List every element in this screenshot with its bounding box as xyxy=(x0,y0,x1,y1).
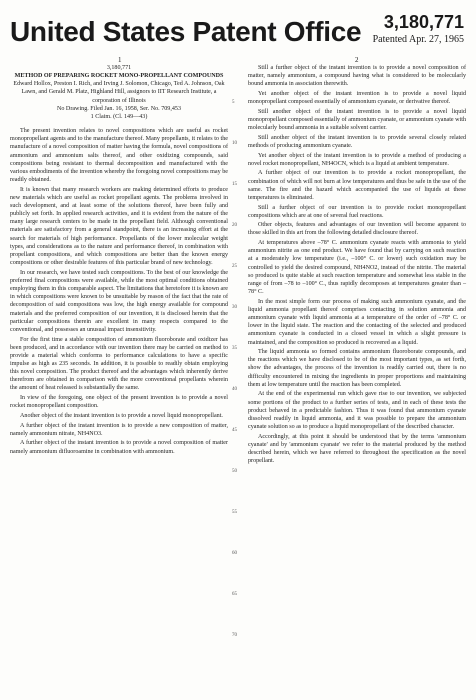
right-body xyxy=(248,64,466,465)
line-number: 40 xyxy=(232,387,237,392)
body-paragraph: The present invention relates to novel compositions which are useful as rocket monopropellant agents and to the manufacture thereof. Many propellants, it relates to the manufacture of a novel composition of matter having the formula, novel compositions of ammonium and ammonium salts thereof, and other oxidizing compounds, said compositions being resistant to thermal decomposition and manufactured with the various embodiments of the invention whereby the foregoing novel compositions may be readily obtained. xyxy=(10,128,228,184)
patent-number: 3,180,771 xyxy=(383,12,464,33)
line-number: 60 xyxy=(232,551,237,556)
right-column xyxy=(248,64,466,467)
body-paragraph: The liquid ammonia so formed contains ammonium fluoroborate compounds, and the reactions which we have disclosed to be of the most important types, as set forth, show the advantages, the process of the invention is readily carried out, there is no difficulty encountered in mixing the ingredients in proper proportions and maintaining them at low temperature until the reaction has been completed. xyxy=(248,349,466,388)
body-paragraph: Yet another object of the instant invention is to provide a novel liquid monopropellant composed essentially of ammonium cyanate, or derivative thereof. xyxy=(248,90,466,106)
claims-info: 1 Claim. (Cl. 149—43) xyxy=(90,113,148,120)
patent-office-title: United States Patent Office xyxy=(10,16,362,47)
line-number: 55 xyxy=(232,510,237,515)
meta-number: 3,180,771 xyxy=(106,65,132,71)
line-number: 50 xyxy=(232,469,237,474)
line-number: 20 xyxy=(232,223,237,228)
patented-date: Patented Apr. 27, 1965 xyxy=(372,34,464,45)
invention-title: METHOD OF PREPARING ROCKET MONO-PROPELLANT COMPOUNDS xyxy=(14,73,224,80)
line-number: 25 xyxy=(232,264,237,269)
left-column xyxy=(10,64,228,457)
body-paragraph: Other objects, features and advantages of our invention will become apparent to those skilled in this art from the following detailed disclosure thereof. xyxy=(248,222,466,237)
patent-header xyxy=(8,8,468,46)
line-number: 5 xyxy=(232,100,235,105)
page-number-left: 1 xyxy=(118,56,122,64)
body-paragraph: A further object of the instant invention is to provide a new composition of matter, namely ammonium nitrate, NH4NO3. xyxy=(10,422,228,437)
body-paragraph: Still a further object of our invention is to provide rocket monopropellant compositions which are at one of several fuel reactions. xyxy=(248,204,466,219)
body-paragraph: Still another object of the instant invention is to provide several closely related methods of producing ammonium cyanate. xyxy=(248,134,466,149)
line-number: 70 xyxy=(232,633,237,638)
body-paragraph: Accordingly, at this point it should be understood that by the terms 'ammonium cyanate' and by 'ammonium cyanate' we refer to the material produced by the method described herein, which we have referred to throughout the specification as the novel propellant. xyxy=(248,433,466,465)
body-paragraph: At temperatures above –78° C. ammonium cyanate reacts with ammonia to yield ammonium nitrite as one end product. We have found that by carrying on such reaction at a moderately low temperature (i.e., –100° C. or lower) such oxidation may be controlled to yield the desired compound, NH4NO2, instead of the nitrite. The material so produced is quite stable at such reaction temperature and somewhat less stable in the range of from –78 to –100° C., thus rapidly decomposes at temperatures greater than –78° C. xyxy=(248,240,466,296)
body-paragraph: A further object of the instant invention is to provide a novel composition of matter namely ammonium difluoroamine in combination with ammonium. xyxy=(10,440,228,455)
line-number: 30 xyxy=(232,305,237,310)
body-paragraph: In view of the foregoing, one object of the present invention is to provide a novel rocket monopropellant composition. xyxy=(10,395,228,410)
body-paragraph: In the most simple form our process of making such ammonium cyanate, and the liquid ammonia propellant thereof comprises contacting in solution ammonia and ammonium cyanate with liquid ammonia at a temperature of the order of –78° C. or lower in the liquid state. The reaction and the contacting of the selected and produced ammonium cyanate is conducted in a closed vessel in which a slight pressure is maintained, and the composition so produced is recovered as a liquid. xyxy=(248,298,466,346)
body-paragraph: In our research, we have tested such compositions. To the best of our knowledge the preferred final compositions were available, while the most optimal conditions obtained employing them in this comparable aspect. The limitations that heretofore it is known are in which compositions were known to be unsuitable by reason of the fact that the rate of decomposition of said compositions was low, the high energy available for compound materials and the preferred composition of our invention, it is disclosed herein that the particular compositions therein are excellent in many respects compared to the conventional, and possesses an unusual impact insensitivity. xyxy=(10,269,228,333)
body-paragraph: Still another object of the instant invention is to provide a novel liquid monopropellant composed essentially of ammonium cyanate, or ammonium cyanate with molecularly bound ammonia in a suitable solvent carrier. xyxy=(248,108,466,132)
page-number-right: 2 xyxy=(355,56,359,64)
patent-number-box xyxy=(373,12,464,46)
filing-info: No Drawing. Filed Jan. 16, 1958, Ser. No. 709,453 xyxy=(56,105,182,112)
body-paragraph: It is known that many research workers are making determined efforts to produce new materials which are useful as rocket propellant agents. The problems involved in such development, and at least some of the solutions thereof, have been fully and publicly set forth. In applied research activities, and it is evident from the nature of the many large research centers to be made in the propellant field. Although conventional materials are satisfactory from a general standpoint, there is an increasing effort at the search for materials of high performance. Propellants of the lower molecular weight types, and considerations as to the nature and performance thereof, in combination with propellant compositions, and which compositions are better than the known energy compositions or other desirable features of this particular brand of new technology. xyxy=(10,186,228,267)
line-number: 65 xyxy=(232,592,237,597)
body-paragraph: For the first time a stable composition of ammonium fluoroborate and oxidizer has been produced, and in accordance with our invention there may be carried on method to provide a material which conforms to performance calculations to have a specific impulse as high as 235 seconds. In addition, it is possible to readily obtain employing this novel composition. The product thereof and the advantages which inherently derive therefrom are obtained in comparison with the more conventional propellants wherein the amount of heat released is substantially the same. xyxy=(10,336,228,392)
patent-meta xyxy=(10,64,228,121)
body-paragraph: Yet another object of the instant invention is to provide a method of producing a novel rocket monopropellant, NH4OCN, which is a liquid at ambient temperature. xyxy=(248,152,466,167)
body-paragraph: Another object of the instant invention is to provide a novel liquid monopropellant. xyxy=(20,412,223,419)
left-body xyxy=(10,127,228,456)
line-number: 15 xyxy=(232,182,237,187)
body-paragraph: A further object of our invention is to provide a rocket monopropellant, the combination of which will not burn at low temperatures and thus be safe in the use of the same. The fire and the hazard which accompanied the use of liquids at these temperatures is eliminated. xyxy=(248,170,466,201)
inventors: Edward Hollox, Preston I. Rich, and Irving J. Solomon, Chicago, Ted A. Johnson, Oak Lawn, and Gerald M. Platz, Highland Hill, assignors to IIT Research Institute, a corporation of Illinois xyxy=(13,81,225,104)
line-number: 45 xyxy=(232,428,237,433)
body-paragraph: At the end of the experimental run which gave rise to our invention, we subjected some portions of the product to a further series of tests, and in each of these tests the product behaved in a predictable fashion. Thus it was found that ammonium cyanate dissolved readily in liquid ammonia, and it was possible to prepare the ammonium cyanate solution so as to produce a liquid monopropellant of the described character. xyxy=(248,391,466,431)
line-number: 10 xyxy=(232,141,237,146)
body-paragraph: Still a further object of the instant invention is to provide a novel composition of matter, namely ammonium, a compound having what is considered to be molecularly bound ammonia in association therewith. xyxy=(248,65,466,88)
line-number: 35 xyxy=(232,346,237,351)
